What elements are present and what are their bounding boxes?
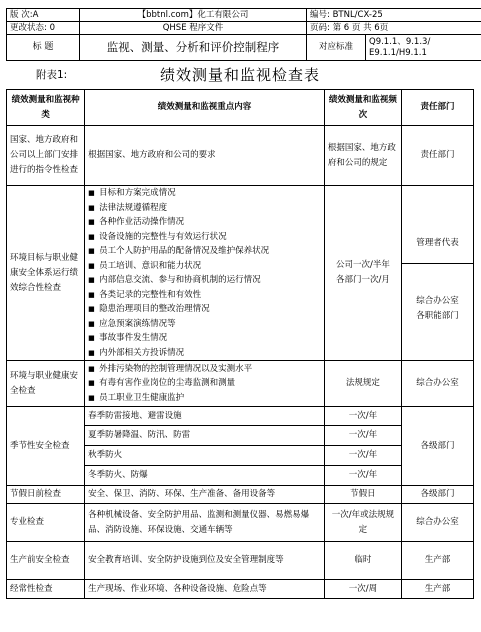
col-header-frequency: 绩效测量和监视频次: [324, 90, 401, 126]
bullet-item: ■ 各种作业活动操作情况: [88, 215, 321, 230]
bullet-item: ■ 应急预案演练情况等: [88, 317, 321, 332]
title-row: [6, 61, 474, 89]
row-department: 综合办公室: [401, 504, 473, 542]
clause-label: 对应标准: [307, 35, 366, 60]
row-department: 各级部门: [401, 486, 473, 504]
document-page: [6, 8, 474, 599]
bullet-list: [88, 362, 321, 406]
page-info: 页码: 第 6 页 共 6页: [307, 22, 481, 35]
row-content: 安全教育培训、安全防护设施到位及安全管理制度等: [85, 542, 325, 580]
bullet-item: ■ 设备设施的完整性与有效运行状况: [88, 230, 321, 245]
row-content: 生产现场、作业环境、各种设备设施、危险点等: [85, 580, 325, 599]
row-frequency: 根据国家、地方政府和公司的规定: [324, 126, 401, 186]
row-frequency: 一次/年: [324, 407, 401, 426]
frequency-line-1: 公司一次/半年: [335, 260, 390, 270]
row-frequency: 一次/年: [324, 426, 401, 446]
table-row: [7, 486, 474, 504]
table-row: [7, 186, 474, 361]
subject-title: 监视、测量、分析和评价控制程序: [80, 35, 307, 61]
row-department: 责任部门: [401, 126, 473, 186]
row-content: 春季防雷接地、避雷设施: [85, 407, 325, 426]
bullet-item: ■ 事故事件发生情况: [88, 331, 321, 346]
bullet-item: ■ 内外部相关方投诉情况: [88, 346, 321, 361]
doc-number: 编号: BTNL/CX-25: [307, 9, 481, 22]
bullet-item: ■ 员工职业卫生健康监护: [88, 391, 321, 406]
table-row: [7, 542, 474, 580]
row-frequency: 一次/年或法规规定: [324, 504, 401, 542]
bullet-item: ■ 内部信息交流、参与和协商机制的运行情况: [88, 273, 321, 288]
row-department: 生产部: [401, 580, 473, 599]
row-content: [85, 361, 325, 407]
bullet-list: [88, 186, 321, 360]
table-row: [7, 126, 474, 186]
row-content: [85, 186, 325, 361]
clause-value: [366, 35, 481, 60]
row-type: 环境目标与职业健康安全体系运行绩效综合性检查: [7, 186, 85, 361]
inspection-table: [6, 89, 474, 599]
col-header-content: 绩效测量和监视重点内容: [85, 90, 325, 126]
bullet-item: ■ 员工培训、意识和能力状况: [88, 259, 321, 274]
row-content: 冬季防火、防爆: [85, 466, 325, 486]
row-type: 专业检查: [7, 504, 85, 542]
row-type: 节假日前检查: [7, 486, 85, 504]
row-frequency: 一次/年: [324, 466, 401, 486]
table-row: [7, 504, 474, 542]
row-frequency: 一次/周: [324, 580, 401, 599]
revision-cell: 更改状态: 0: [7, 22, 80, 35]
row-frequency: 临时: [324, 542, 401, 580]
subject-label: 标 题: [7, 35, 80, 61]
row-type: 国家、地方政府和公司以上部门安排进行的指令性检查: [7, 126, 85, 186]
bullet-item: ■ 目标和方案完成情况: [88, 186, 321, 201]
table-row: [7, 407, 474, 426]
row-department: 各级部门: [401, 407, 473, 486]
document-header: [6, 8, 481, 61]
row-type: 生产前安全检查: [7, 542, 85, 580]
row-frequency: [324, 186, 401, 361]
company-name: 【bbtnl.com】化工有限公司: [80, 9, 307, 22]
table-row: [7, 361, 474, 407]
clause-cell: [307, 35, 481, 61]
row-content: 安全、保卫、消防、环保、生产准备、备用设备等: [85, 486, 325, 504]
bullet-item: ■ 隐患治理项目的整改治理情况: [88, 302, 321, 317]
department-bottom: [402, 264, 473, 324]
appendix-label: 附表1:: [36, 69, 68, 81]
bullet-item: ■ 员工个人防护用品的配备情况及维护保养状况: [88, 244, 321, 259]
version-cell: 版 次:A: [7, 9, 80, 22]
row-type: 环境与职业健康安全检查: [7, 361, 85, 407]
row-content: 秋季防火: [85, 446, 325, 466]
row-type: 季节性安全检查: [7, 407, 85, 486]
table-row: [7, 580, 474, 599]
bullet-item: ■ 法律法规遵循程度: [88, 201, 321, 216]
row-frequency: 一次/年: [324, 446, 401, 466]
row-content: 根据国家、地方政府和公司的要求: [85, 126, 325, 186]
row-department: [401, 186, 473, 361]
doc-type: QHSE 程序文件: [80, 22, 307, 35]
bullet-item: ■ 外排污染物的控制管理情况以及实测水平: [88, 362, 321, 377]
bullet-item: ■ 各类记录的完整性和有效性: [88, 288, 321, 303]
row-frequency: 法规规定: [324, 361, 401, 407]
row-frequency: 节假日: [324, 486, 401, 504]
clause-line-1: Q9.1.1、9.1.3/: [369, 36, 431, 47]
bullet-item: ■ 有毒有害作业岗位的尘毒监测和测量: [88, 376, 321, 391]
row-type: 经常性检查: [7, 580, 85, 599]
department-line-2: 各职能部门: [416, 310, 459, 321]
table-header-row: [7, 90, 474, 126]
row-content: 夏季防暑降温、防汛、防雷: [85, 426, 325, 446]
page-title: 绩效测量和监视检查表: [159, 66, 320, 84]
department-top: 管理者代表: [402, 223, 473, 264]
row-department: 综合办公室: [401, 361, 473, 407]
row-department: 生产部: [401, 542, 473, 580]
frequency-line-2: 各部门一次/月: [335, 275, 390, 285]
col-header-type: 绩效测量和监视种类: [7, 90, 85, 126]
col-header-department: 责任部门: [401, 90, 473, 126]
department-line-1: 综合办公室: [416, 295, 459, 306]
clause-line-2: E9.1.1/H9.1.1: [369, 47, 427, 58]
row-content: 各种机械设备、安全防护用品、监测和测量仪器、易燃易爆品、消防设施、环保设施、交通车辆等: [85, 504, 325, 542]
